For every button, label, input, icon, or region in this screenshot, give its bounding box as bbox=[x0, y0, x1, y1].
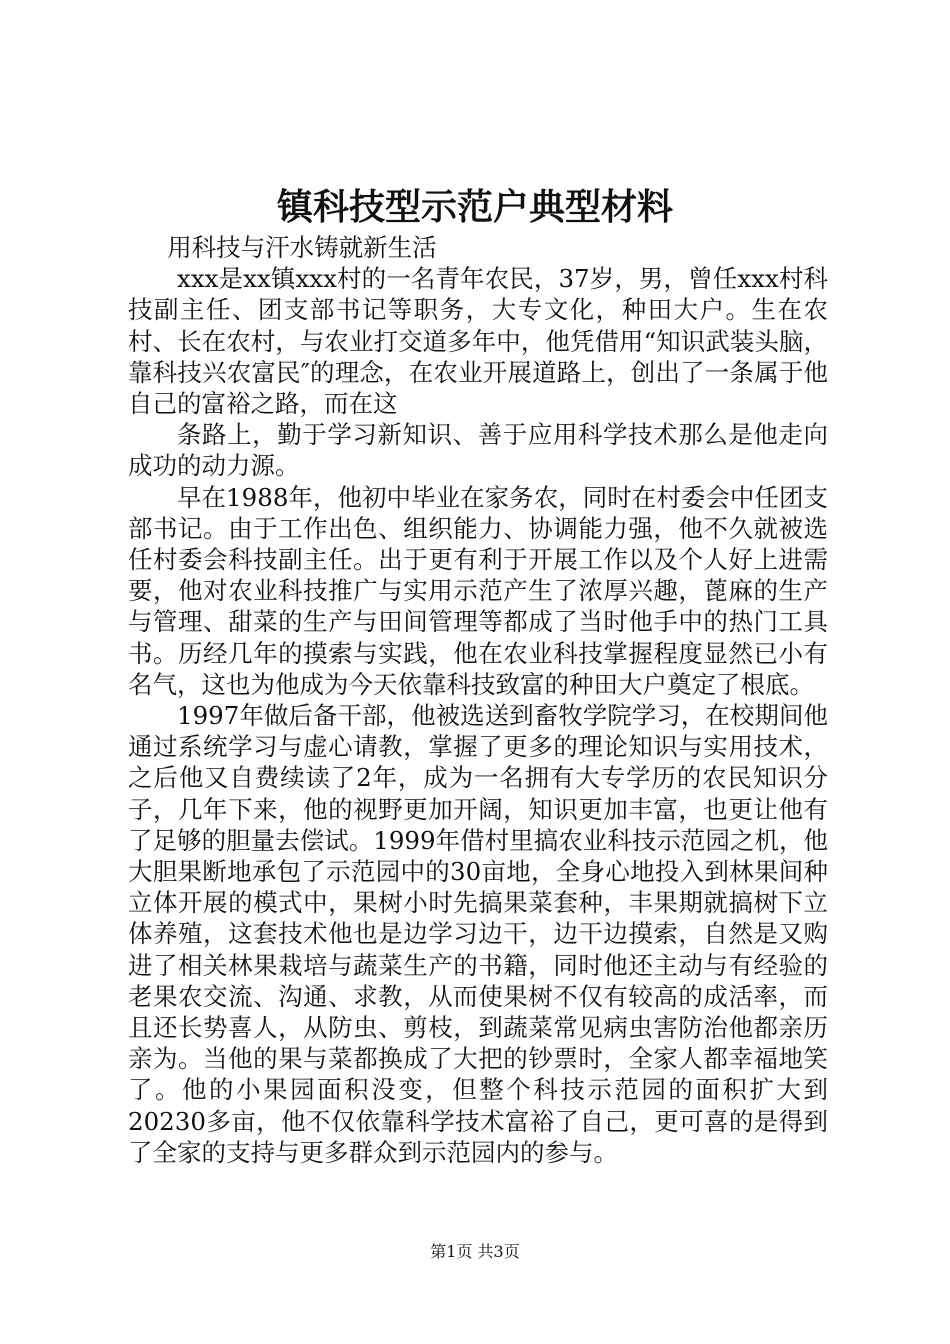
document-body bbox=[128, 232, 828, 1168]
body-paragraph: xxx是xx镇xxx村的一名青年农民，37岁，男，曾任xxx村科技副主任、团支部书记等职务，大专文化，种田大户。生在农村、长在农村，与农业打交道多年中，他凭借用“知识武装头脑，靠科技兴农富民″的理念，在农业开展道路上，创出了一条属于他自己的富裕之路，而在这 bbox=[128, 264, 828, 419]
body-paragraph: 1997年做后备干部，他被选送到畜牧学院学习，在校期间他通过系统学习与虚心请教，掌握了更多的理论知识与实用技术，之后他又自费续读了2年，成为一名拥有大专学历的农民知识分子，几年下来，他的视野更加开阔，知识更加丰富，也更让他有了足够的胆量去偿试。1999年借村里搞农业科技示范园之机，他大胆果断地承包了示范园中的30亩地，全身心地投入到林果间种立体开展的模式中，果树小时先搞果菜套种，丰果期就搞树下立体养殖，这套技术他也是边学习边干，边干边摸索，自然是又购进了相关林果栽培与蔬菜生产的书籍，同时他还主动与有经验的老果农交流、沟通、求教，从而使果树不仅有较高的成活率，而且还长势喜人，从防虫、剪枝，到蔬菜常见病虫害防治他都亲历亲为。当他的果与菜都换成了大把的钞票时，全家人都幸福地笑了。他的小果园面积没变，但整个科技示范园的面积扩大到20230多亩，他不仅依靠科学技术富裕了自己，更可喜的是得到了全家的支持与更多群众到示范园内的参与。 bbox=[128, 701, 828, 1167]
document-subtitle: 用科技与汗水铸就新生活 bbox=[167, 233, 437, 262]
body-paragraph: 早在1988年，他初中毕业在家务农，同时在村委会中任团支部书记。由于工作出色、组织能力、协调能力强，他不久就被选任村委会科技副主任。出于更有利于开展工作以及个人好上进需要，他对农业科技推广与实用示范产生了浓厚兴趣，蓖麻的生产与管理、甜菜的生产与田间管理等都成了当时他手中的热门工具书。历经几年的摸索与实践，他在农业科技掌握程度显然已小有名气，这也为他成为今天依靠科技致富的种田大户奠定了根底。 bbox=[128, 482, 828, 699]
document-title: 镇科技型示范户典型材料 bbox=[276, 186, 673, 228]
body-paragraph: 条路上，勤于学习新知识、善于应用科学技术那么是他走向成功的动力源。 bbox=[128, 420, 828, 481]
page-number-footer: 第1页 共3页 bbox=[430, 1242, 520, 1261]
